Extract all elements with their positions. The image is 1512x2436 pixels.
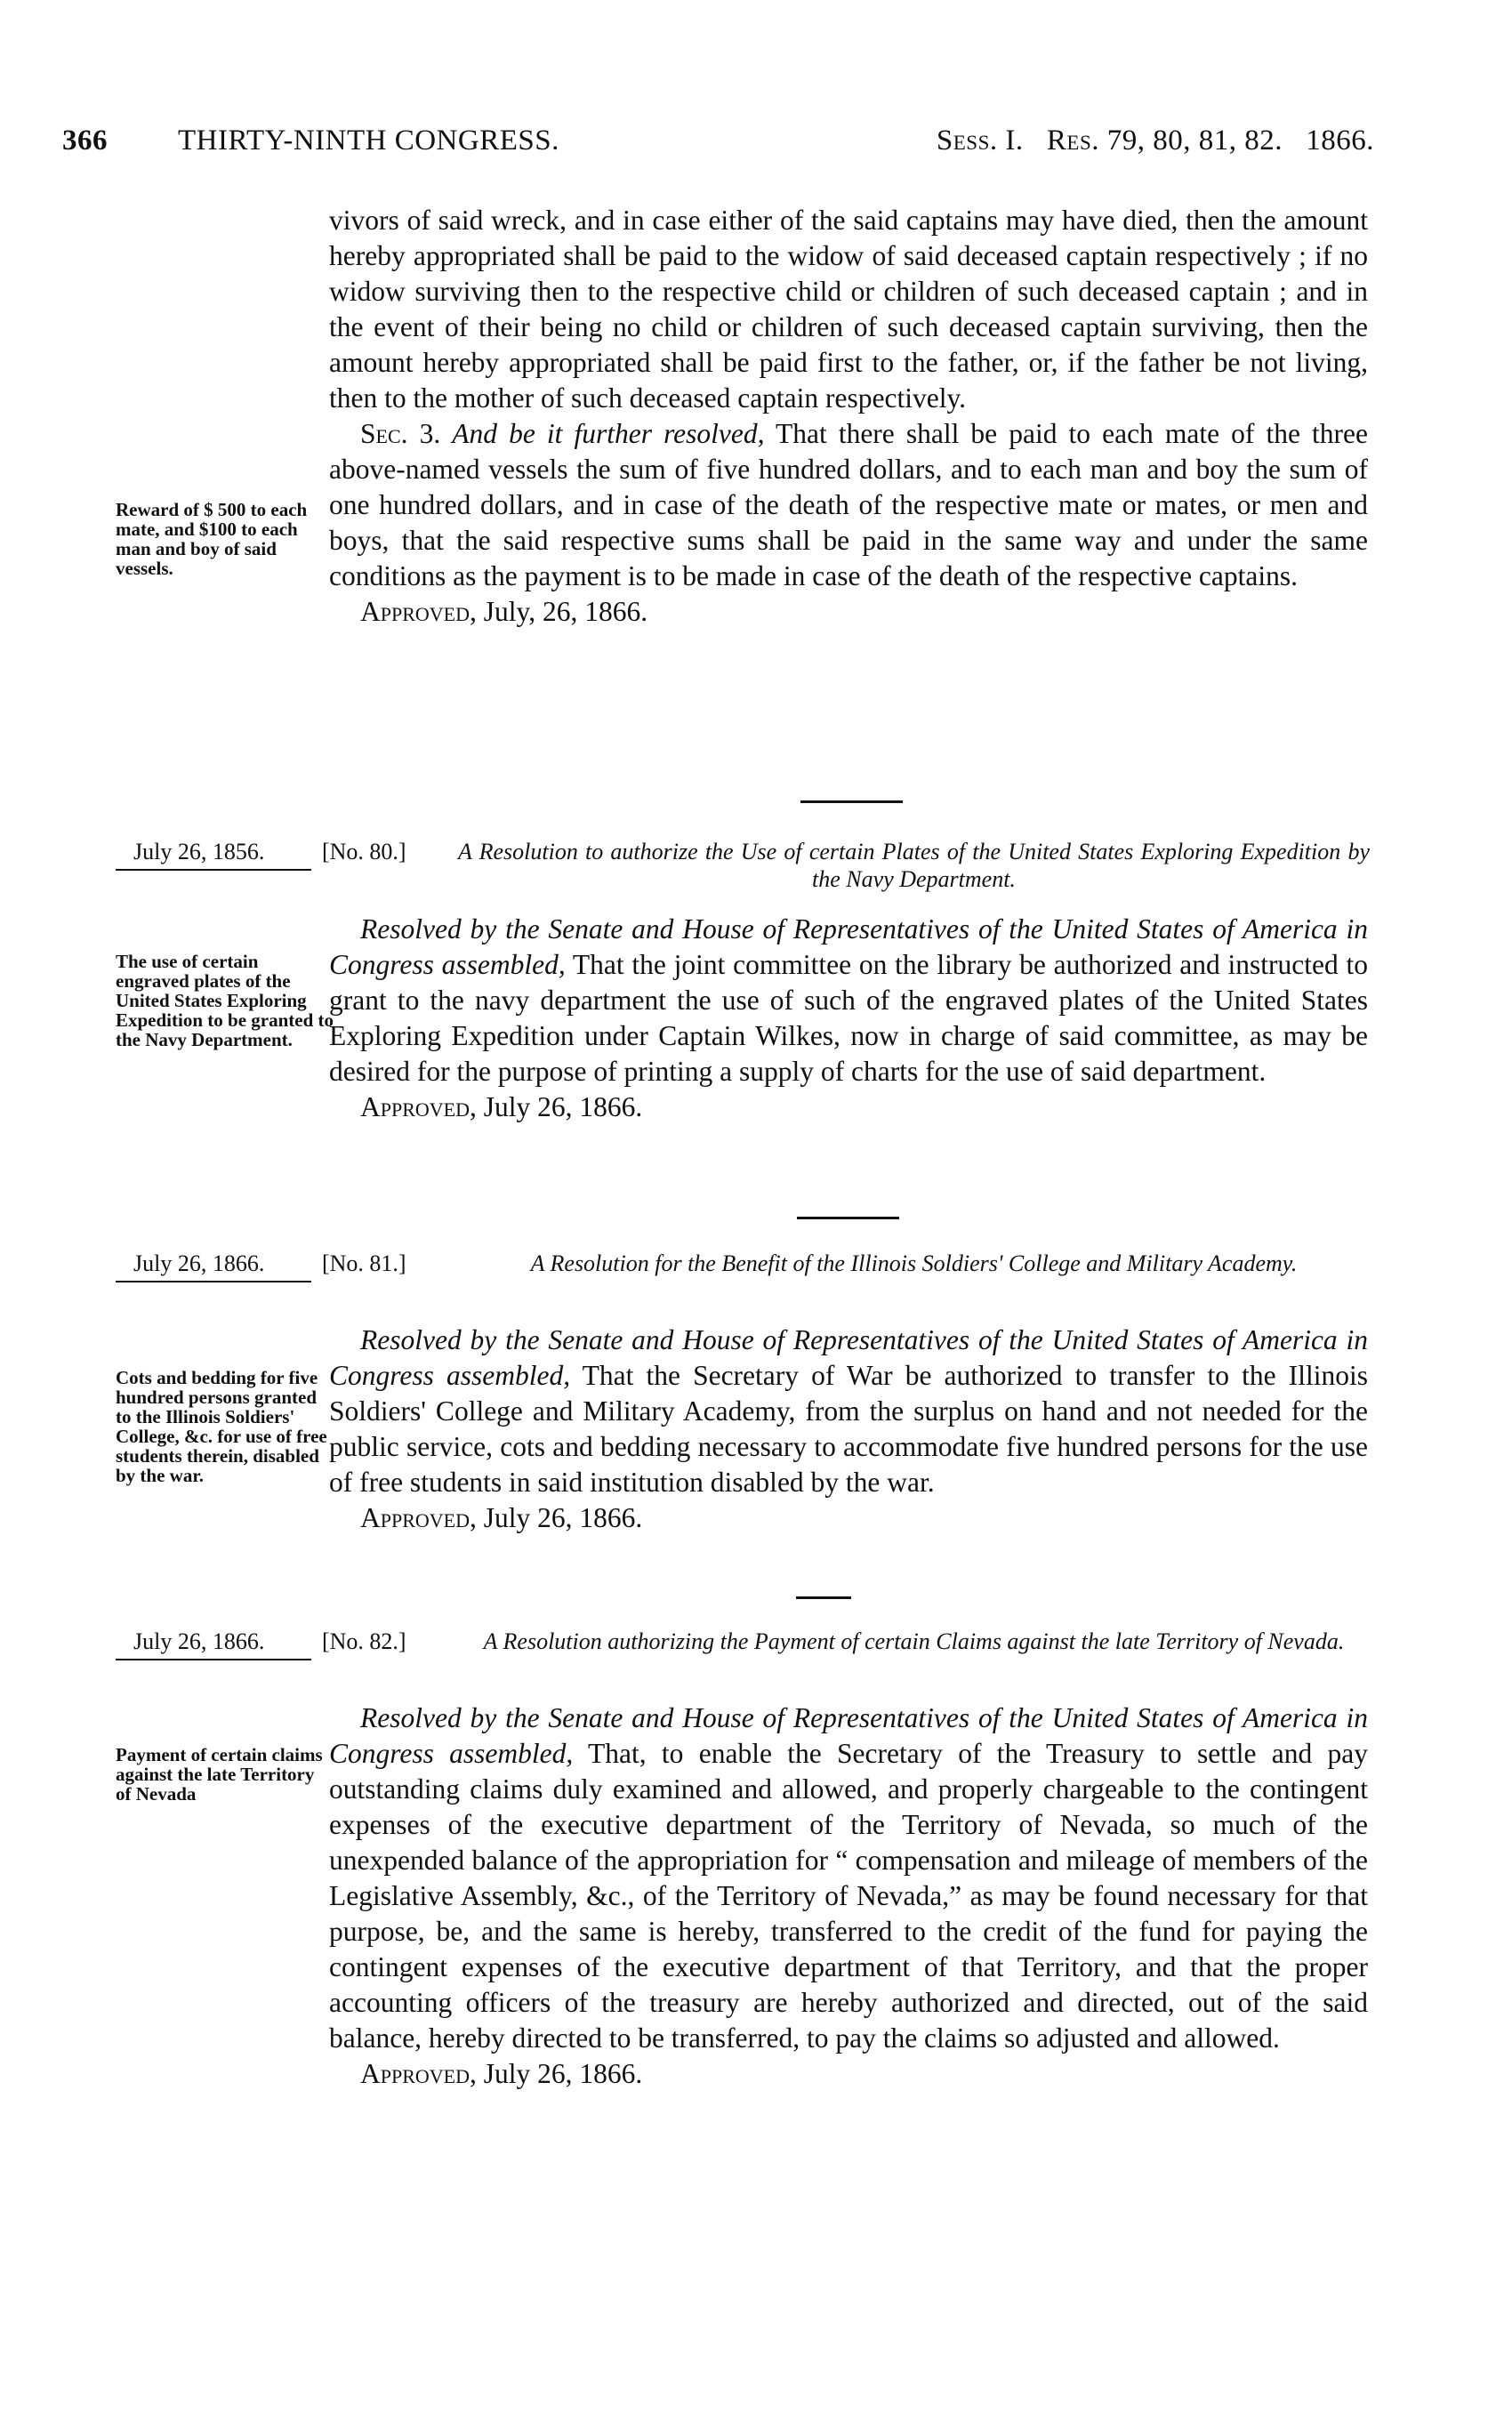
section-3 (329, 416, 1368, 594)
res-79-continuation (329, 203, 1368, 630)
margin-note-nevada: Payment of certain claims against the late Territory of Nevada (116, 1744, 323, 1805)
resolution-80-body (329, 912, 1368, 1125)
section-divider (797, 1217, 899, 1219)
margin-note-cots: Cots and bedding for five hundred persons granted to the Illinois Soldiers' College, &c. for use of free students therein, disabled by the war. (116, 1367, 327, 1486)
resolution-date: July 26, 1866. (116, 1250, 311, 1282)
resolution-date: July 26, 1856. (116, 838, 311, 871)
section-label: Sec. 3. (360, 418, 441, 449)
approved-line: Approved, July 26, 1866. (360, 2058, 643, 2089)
approved-line: Approved, July 26, 1866. (360, 1091, 643, 1122)
section-enacting-clause: And be it further resolved, (452, 418, 765, 449)
enacting-clause: Resolved by the Senate and House of Representatives of the United States of America in Congress assembled, (329, 913, 1368, 980)
page-number: 366 (62, 125, 108, 157)
resolution-text: That, to enable the Secretary of the Treasury to settle and pay outstanding claims duly examined and allowed, and properly chargeable to the contingent expenses of the executive department of the Territory of Nevada, so much of the unexpended balance of the appropriation for “ compensation and mileage of members of the Legislative Assembly, &c., of the Territory of Nevada,” as may be found necessary for that purpose, be, and the same is hereby, transferred to the credit of the fund for paying the contingent expenses of the executive department of that Territory, and that the proper accounting officers of the treasury are hereby authorized and directed, out of the said balance, hereby directed to be transferred, to pay the claims so adjusted and allowed. (329, 1738, 1369, 2054)
approved-line: Approved, July, 26, 1866. (360, 596, 648, 627)
running-header (62, 125, 1374, 165)
session-label: Sess. I. (936, 125, 1024, 157)
resolution-number: [No. 82.] (322, 1628, 406, 1654)
section-divider (796, 1596, 851, 1599)
section-divider (800, 800, 903, 803)
resolution-number: [No. 81.] (322, 1250, 406, 1276)
resolution-title: A Resolution to authorize the Use of certain Plates of the United States Exploring Expedition by the Navy Department. (458, 839, 1370, 892)
resolution-title: A Resolution for the Benefit of the Illinois Soldiers' College and Military Academy. (530, 1250, 1298, 1276)
resolution-text: That the Secretary of War be authorized to transfer to the Illinois Soldiers' College and Military Academy, from the surplus on hand and not needed for the public service, cots and bedding necessary to accommodate five hundred persons for the use of free students in said institution disabled by the war. (329, 1360, 1369, 1498)
header-citation (937, 125, 1374, 157)
approved-line: Approved, July 26, 1866. (360, 1502, 643, 1533)
resolution-81-body (329, 1323, 1368, 1536)
approved-date: July, 26, 1866. (483, 596, 648, 627)
margin-note-plates: The use of certain engraved plates of the United States Exploring Expedition to be granted to the Navy Department. (116, 951, 334, 1050)
approved-date: July 26, 1866. (483, 2058, 643, 2089)
enacting-clause: Resolved by the Senate and House of Representatives of the United States of America in Congress assembled, (329, 1702, 1368, 1769)
header-year: 1866. (1306, 125, 1374, 157)
resolution-text: That the joint committee on the library be authorized and instructed to grant to the navy department the use of such of the engraved plates of the United States Exploring Expedition under Captain Wilkes, now in charge of said committee, as may be desired for the purpose of printing a supply of charts for the use of said department. (329, 949, 1369, 1087)
section-text: That there shall be paid to each mate of the three above-named vessels the sum of five hundred dollars, and to each man and boy the sum of one hundred dollars, and in case of the death of the respective mate or mates, or men and boys, that the said respective sums shall be paid in the same way and under the same conditions as the payment is to be made in case of the death of the respective captains. (329, 418, 1368, 591)
resolution-date: July 26, 1866. (116, 1628, 311, 1660)
resolution-82-body (329, 1700, 1368, 2092)
enacting-clause: Resolved by the Senate and House of Representatives of the United States of America in Congress assembled, (329, 1324, 1368, 1391)
margin-note-reward: Reward of $ 500 to each mate, and $100 to each man and boy of said vessels. (116, 499, 308, 579)
resolution-number: [No. 80.] (322, 839, 406, 864)
resolution-title: A Resolution authorizing the Payment of certain Claims against the late Territory of Nevada. (483, 1628, 1345, 1654)
approved-date: July 26, 1866. (483, 1091, 643, 1122)
resolutions-label: Res. 79, 80, 81, 82. (1046, 125, 1283, 157)
continuation-paragraph: vivors of said wreck, and in case either of the said captains may have died, then the amount hereby appropriated shall be paid to the widow of said deceased captain respectively ; if no widow surviving then to the respective child or children of such deceased captain ; and in the event of their being no child or children of such deceased captain surviving, then the amount hereby appropriated shall be paid first to the father, or, if the father be not living, then to the mother of such deceased captain respectively. (329, 205, 1368, 414)
approved-date: July 26, 1866. (483, 1502, 643, 1533)
volume-title: THIRTY-NINTH CONGRESS. (178, 125, 559, 157)
